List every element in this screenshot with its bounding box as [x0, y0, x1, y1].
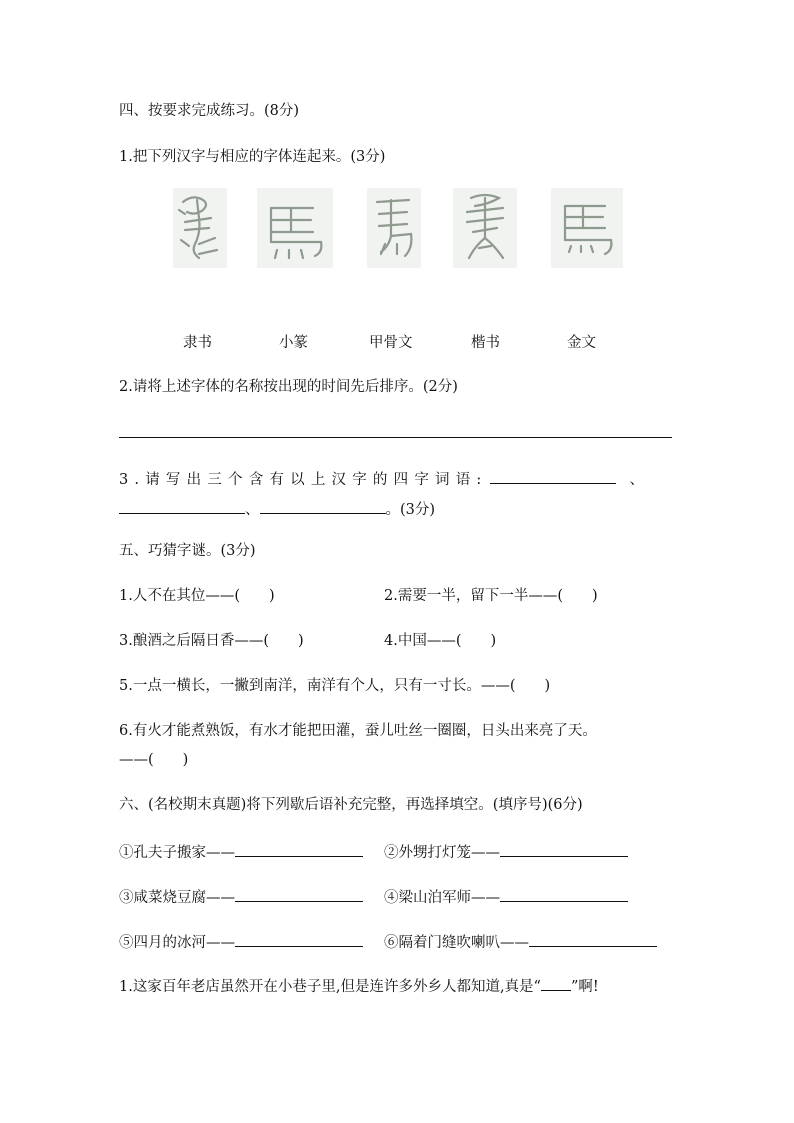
label-oracle-bone: 甲骨文 — [369, 335, 413, 351]
xiehouyu-6: ⑥隔着门缝吹喇叭—— — [384, 930, 657, 953]
answer-blank-4-3-a[interactable] — [490, 467, 616, 484]
xiehouyu-3: ③咸菜烧豆腐—— — [119, 885, 363, 908]
question-4-1: 1.把下列汉字与相应的字体连起来。(3分) — [119, 149, 386, 165]
xiehouyu-1: ①孔夫子搬家—— — [119, 840, 363, 863]
regular-horse-glyph — [551, 188, 623, 268]
glyph-row — [0, 188, 794, 268]
label-regular: 楷书 — [471, 335, 500, 351]
question-4-2: 2.请将上述字体的名称按出现的时间先后排序。(2分) — [119, 379, 458, 395]
riddle-6-answer: ——( ) — [119, 752, 189, 768]
xiehouyu-4: ④梁山泊军师—— — [384, 885, 628, 908]
section-4-title: 四、按要求完成练习。(8分) — [119, 103, 300, 119]
answer-blank-6-q1[interactable] — [541, 974, 571, 991]
label-clerical: 隶书 — [183, 335, 212, 351]
answer-blank-6-2[interactable] — [500, 840, 628, 857]
answer-blank-6-3[interactable] — [235, 885, 363, 902]
question-6-1: 1.这家百年老店虽然开在小巷子里,但是连许多外乡人都知道,真是“ ”啊! — [119, 974, 599, 997]
oracle-bone-horse-glyph — [173, 188, 227, 268]
answer-line-4-2[interactable] — [119, 437, 672, 438]
answer-blank-6-1[interactable] — [235, 840, 363, 857]
riddle-3: 3.酿酒之后隔日香——( ) — [119, 633, 304, 649]
answer-blank-6-4[interactable] — [500, 885, 628, 902]
riddle-2: 2.需要一半，留下一半——( ) — [384, 588, 598, 604]
riddle-1: 1.人不在其位——( ) — [119, 588, 275, 604]
section-6-title: 六、(名校期末真题)将下列歇后语补充完整，再选择填空。(填序号)(6分) — [119, 797, 583, 813]
label-seal: 小篆 — [279, 335, 308, 351]
answer-blank-4-3-b[interactable] — [119, 497, 245, 514]
answer-blank-4-3-c[interactable] — [260, 497, 386, 514]
bronze-horse-glyph — [367, 188, 421, 268]
answer-blank-6-6[interactable] — [529, 930, 657, 947]
clerical-horse-glyph — [257, 188, 333, 268]
riddle-4: 4.中国——( ) — [384, 633, 497, 649]
label-bronze: 金文 — [567, 335, 596, 351]
xiehouyu-5: ⑤四月的冰河—— — [119, 930, 363, 953]
xiehouyu-2: ②外甥打灯笼—— — [384, 840, 628, 863]
answer-blank-6-5[interactable] — [235, 930, 363, 947]
riddle-6: 6.有火才能煮熟饭，有水才能把田灌，蚕儿吐丝一圈圈，日头出来亮了天。 — [119, 723, 597, 739]
question-4-3: 3.请写出三个含有以上汉字的四字词语: 、 — [119, 467, 672, 490]
section-5-title: 五、巧猜字谜。(3分) — [119, 543, 256, 559]
riddle-5: 5.一点一横长，一撇到南洋，南洋有个人，只有一寸长。——( ) — [119, 678, 551, 694]
seal-horse-glyph — [453, 188, 517, 268]
question-4-3-cont: 、 。(3分) — [119, 497, 435, 520]
